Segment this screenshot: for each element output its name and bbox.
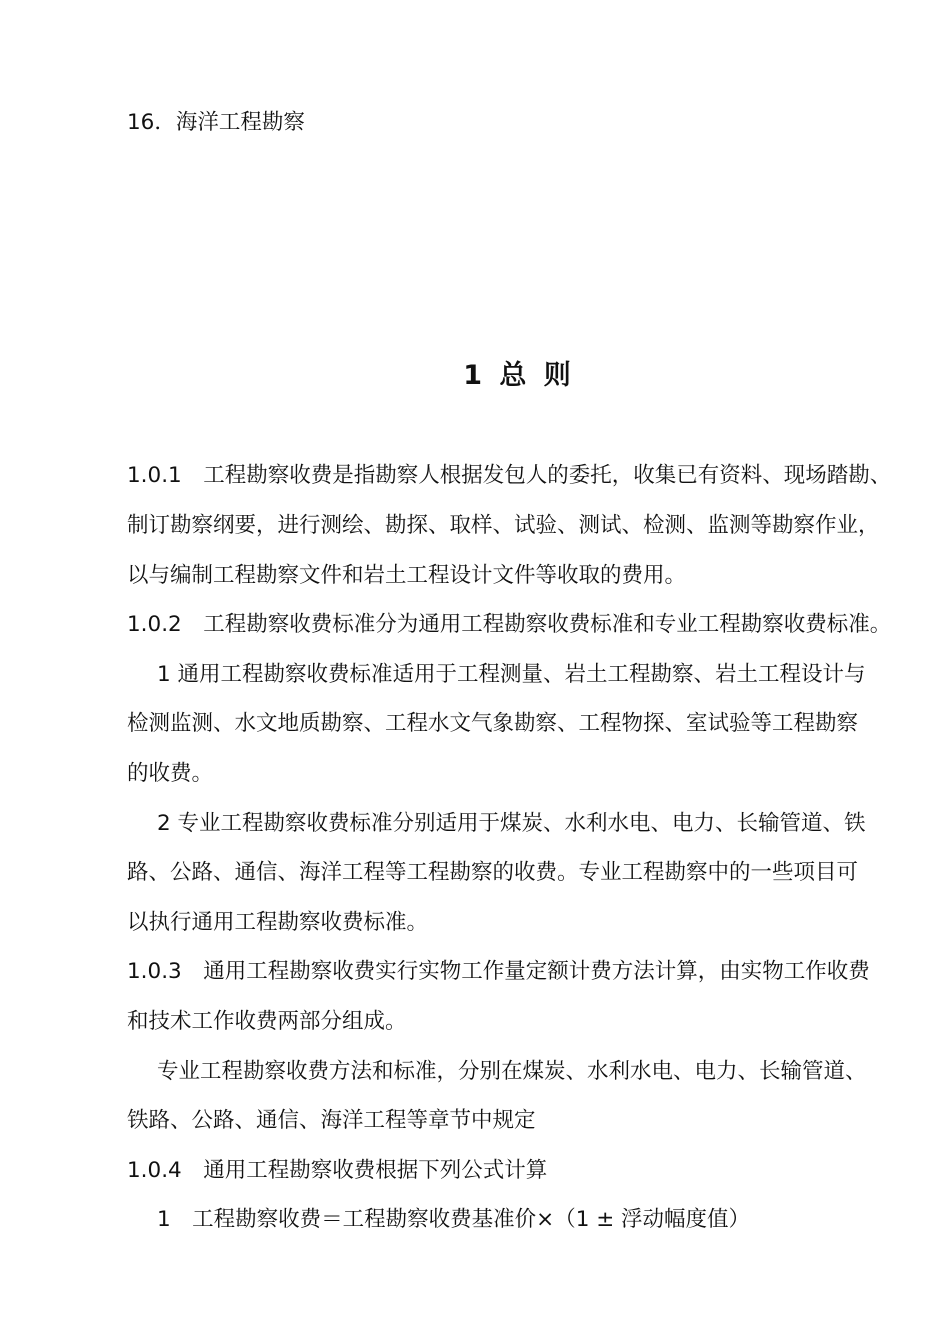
paragraph-line: 1.0.1 工程勘察收费是指勘察人根据发包人的委托，收集已有资料、现场踏勘、 [127, 463, 892, 488]
paragraph-line: 的收费。 [127, 761, 214, 786]
paragraph-line: 2 专业工程勘察收费标准分别适用于煤炭、水利水电、电力、长输管道、铁 [157, 811, 866, 836]
chapter-word-2: 则 [543, 360, 571, 391]
chapter-word-1: 总 [499, 360, 527, 391]
paragraph-line: 以执行通用工程勘察收费标准。 [127, 910, 429, 935]
paragraph-line: 1.0.2 工程勘察收费标准分为通用工程勘察收费标准和专业工程勘察收费标准。 [127, 612, 892, 637]
paragraph-line: 1.0.3 通用工程勘察收费实行实物工作量定额计费方法计算，由实物工作收费 [127, 959, 870, 984]
paragraph-line: 1.0.4 通用工程勘察收费根据下列公式计算 [127, 1158, 548, 1183]
paragraph-line: 铁路、公路、通信、海洋工程等章节中规定 [127, 1108, 536, 1133]
formula-line: 1 工程勘察收费＝工程勘察收费基准价×（1 ± 浮动幅度值） [157, 1207, 751, 1232]
paragraph-line: 制订勘察纲要，进行测绘、勘探、取样、试验、测试、检测、监测等勘察作业， [127, 513, 880, 538]
paragraph-line: 以与编制工程勘察文件和岩土工程设计文件等收取的费用。 [127, 563, 687, 588]
previous-item: 16．海洋工程勘察 [127, 110, 305, 135]
paragraph-line: 1 通用工程勘察收费标准适用于工程测量、岩土工程勘察、岩土工程设计与 [157, 662, 866, 687]
paragraph-line: 专业工程勘察收费方法和标准，分别在煤炭、水利水电、电力、长输管道、 [157, 1059, 867, 1084]
paragraph-line: 检测监测、水文地质勘察、工程水文气象勘察、工程物探、室试验等工程勘察 [127, 711, 859, 736]
chapter-number: 1 [463, 360, 482, 391]
paragraph-line: 和技术工作收费两部分组成。 [127, 1009, 407, 1034]
paragraph-line: 路、公路、通信、海洋工程等工程勘察的收费。专业工程勘察中的一些项目可 [127, 860, 859, 885]
chapter-title [0, 358, 950, 394]
